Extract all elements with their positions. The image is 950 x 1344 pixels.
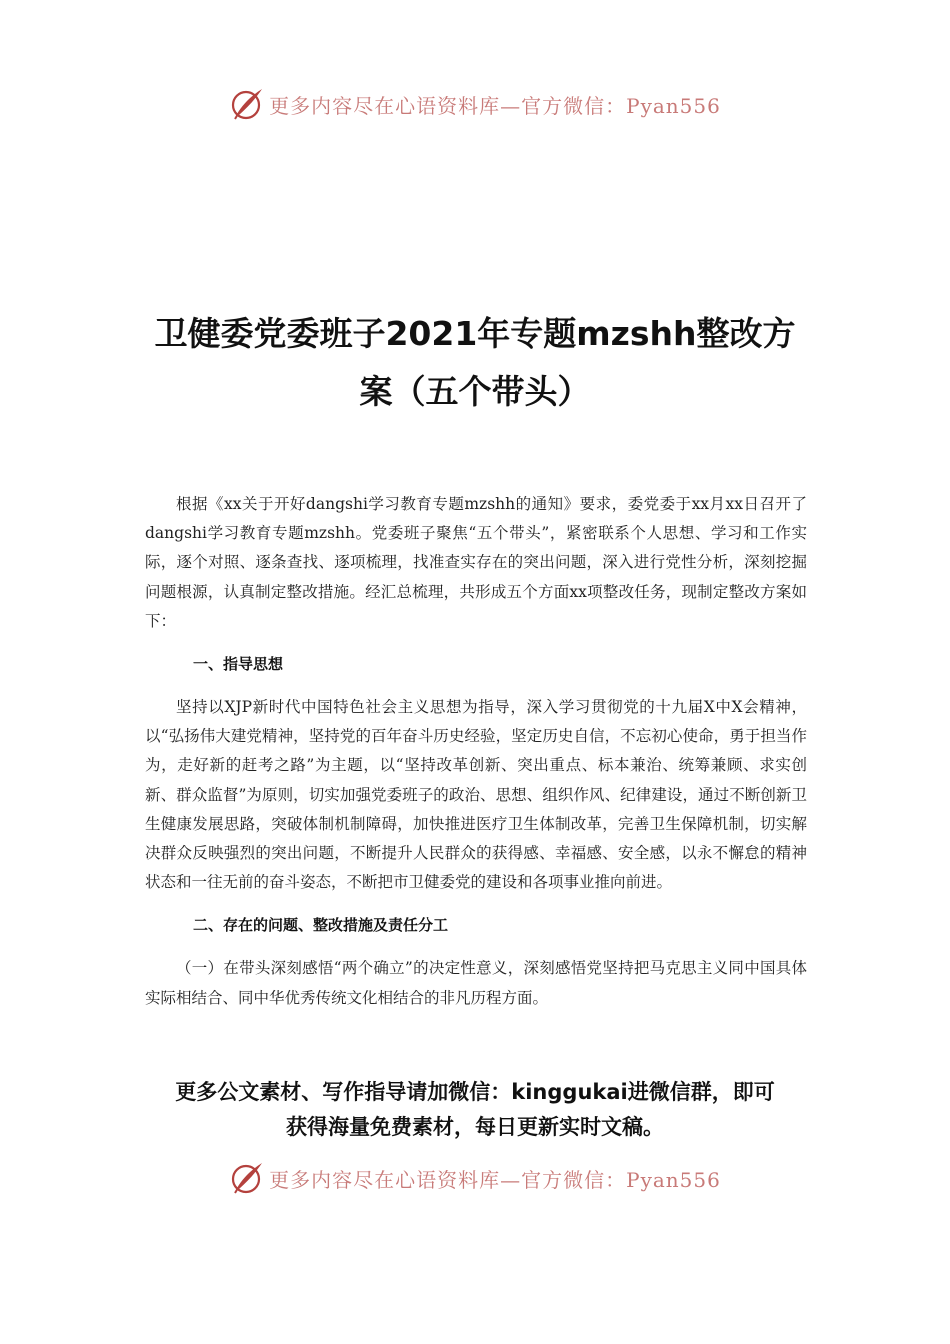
promo-line-1: 更多公文素材、写作指导请加微信：kinggukai进微信群，即可 xyxy=(175,1080,775,1104)
title-line-2: 案（五个带头） xyxy=(359,372,591,411)
footer-banner xyxy=(0,1156,950,1200)
title-line-1: 卫健委党委班子2021年专题mzshh整改方 xyxy=(154,314,796,353)
section-heading-guiding-ideology: 一、指导思想 xyxy=(193,655,284,674)
quill-logo-icon xyxy=(229,1160,265,1196)
document-title xyxy=(120,305,830,421)
problems-paragraph: （一）在带头深刻感悟“两个确立”的决定性意义，深刻感悟党坚持把马克思主义同中国具体实际相结合、同中华优秀传统文化相结合的非凡历程方面。 xyxy=(145,959,807,1007)
promo-notice xyxy=(120,1075,830,1145)
header-banner xyxy=(0,82,950,126)
promo-line-2: 获得海量免费素材，每日更新实时文稿。 xyxy=(286,1115,664,1139)
banner-text: 更多内容尽在心语资料库—官方微信：Pyan556 xyxy=(269,1167,721,1192)
document-body xyxy=(145,490,807,1013)
section-heading-problems: 二、存在的问题、整改措施及责任分工 xyxy=(193,916,449,935)
quill-logo-icon xyxy=(229,86,265,122)
guiding-ideology-paragraph: 坚持以XJP新时代中国特色社会主义思想为指导，深入学习贯彻党的十九届X中X会精神，以“弘扬伟大建党精神，坚持党的百年奋斗历史经验，坚定历史自信，不忘初心使命，勇于担当作为，走好新的赶考之路”为主题，以“坚持改革创新、突出重点、标本兼治、统筹兼顾、求实创新、群众监督”为原则，切实加强党委班子的政治、思想、组织作风、纪律建设，通过不断创新卫生健康发展思路，突破体制机制障碍，加快推进医疗卫生体制改革，完善卫生保障机制，切实解决群众反映强烈的突出问题，不断提升人民群众的获得感、幸福感、安全感，以永不懈怠的精神状态和一往无前的奋斗姿态，不断把市卫健委党的建设和各项事业推向前进。 xyxy=(145,698,807,892)
banner-text: 更多内容尽在心语资料库—官方微信：Pyan556 xyxy=(269,93,721,118)
intro-paragraph: 根据《xx关于开好dangshi学习教育专题mzshh的通知》要求，委党委于xx月xx日召开了dangshi学习教育专题mzshh。党委班子聚焦“五个带头”，紧密联系个人思想、学习和工作实际，逐个对照、逐条查找、逐项梳理，找准查实存在的突出问题，深入进行党性分析，深刻挖掘问题根源，认真制定整改措施。经汇总梳理，共形成五个方面xx项整改任务，现制定整改方案如下： xyxy=(145,495,807,630)
